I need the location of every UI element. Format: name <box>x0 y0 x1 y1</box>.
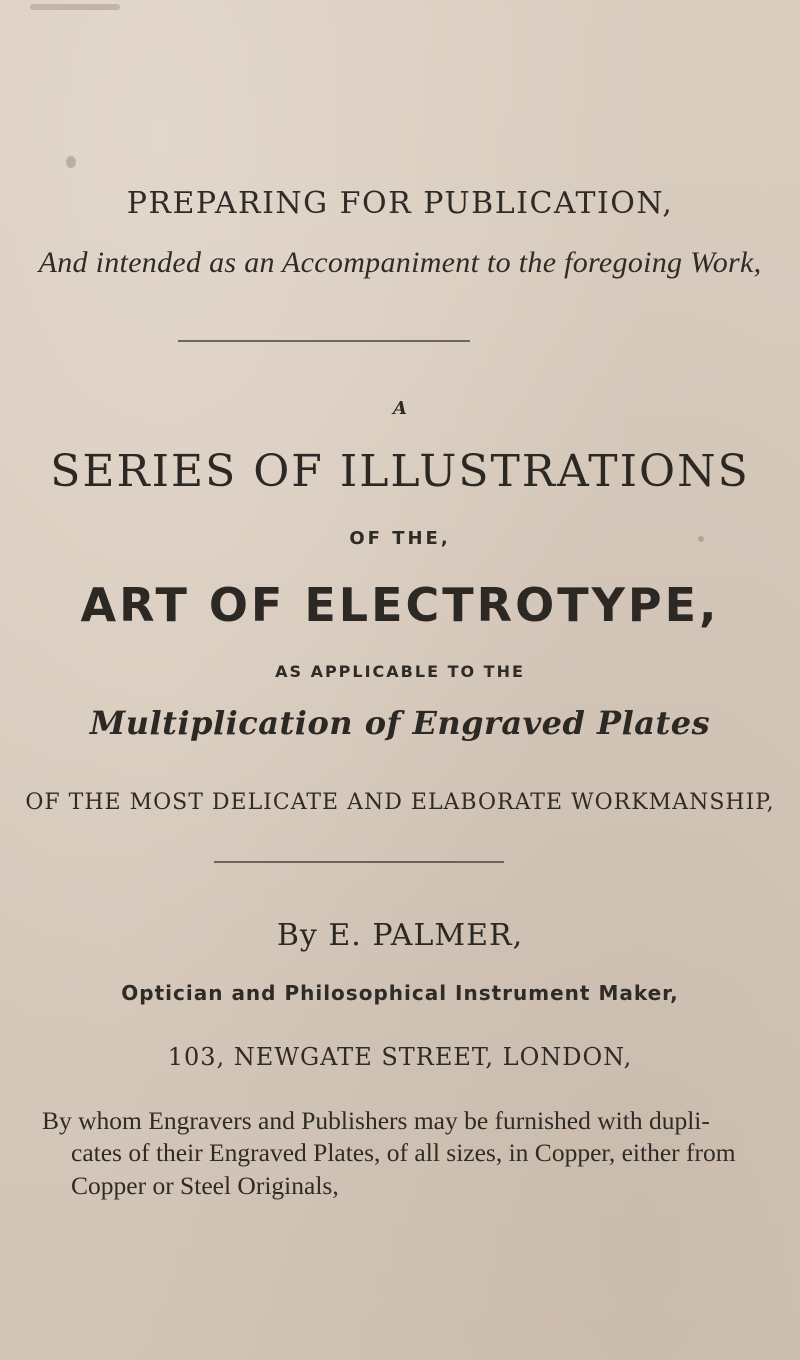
divider-rule <box>178 340 470 342</box>
paper-stain <box>66 156 76 168</box>
series-title: SERIES OF ILLUSTRATIONS <box>50 446 750 497</box>
intro-line: And intended as an Accompaniment to the foregoing Work, <box>38 246 762 279</box>
paragraph-line-3: Copper or Steel Originals, <box>71 1171 339 1200</box>
article-a: A <box>393 398 407 419</box>
subject-title: ART OF ELECTROTYPE, <box>80 578 720 632</box>
applicable-line: AS APPLICABLE TO THE <box>275 662 525 681</box>
multiplication-line: Multiplication of Engraved Plates <box>89 704 711 742</box>
workmanship-line: OF THE MOST DELICATE AND ELABORATE WORKMANSHIP, <box>25 790 775 815</box>
of-the-line: OF THE, <box>349 528 451 549</box>
paragraph-line-2: cates of their Engraved Plates, of all sizes, in Copper, either from <box>71 1138 736 1167</box>
address-line: 103, NEWGATE STREET, LONDON, <box>167 1043 633 1071</box>
publication-heading: PREPARING FOR PUBLICATION, <box>126 186 674 221</box>
author-line: By E. PALMER, <box>276 918 524 953</box>
paper-stain <box>30 4 120 10</box>
paragraph-line-1: By whom Engravers and Publishers may be furnished with dupli- <box>42 1106 710 1135</box>
divider-rule <box>214 861 504 863</box>
trade-line: Optician and Philosophical Instrument Maker, <box>121 981 679 1005</box>
